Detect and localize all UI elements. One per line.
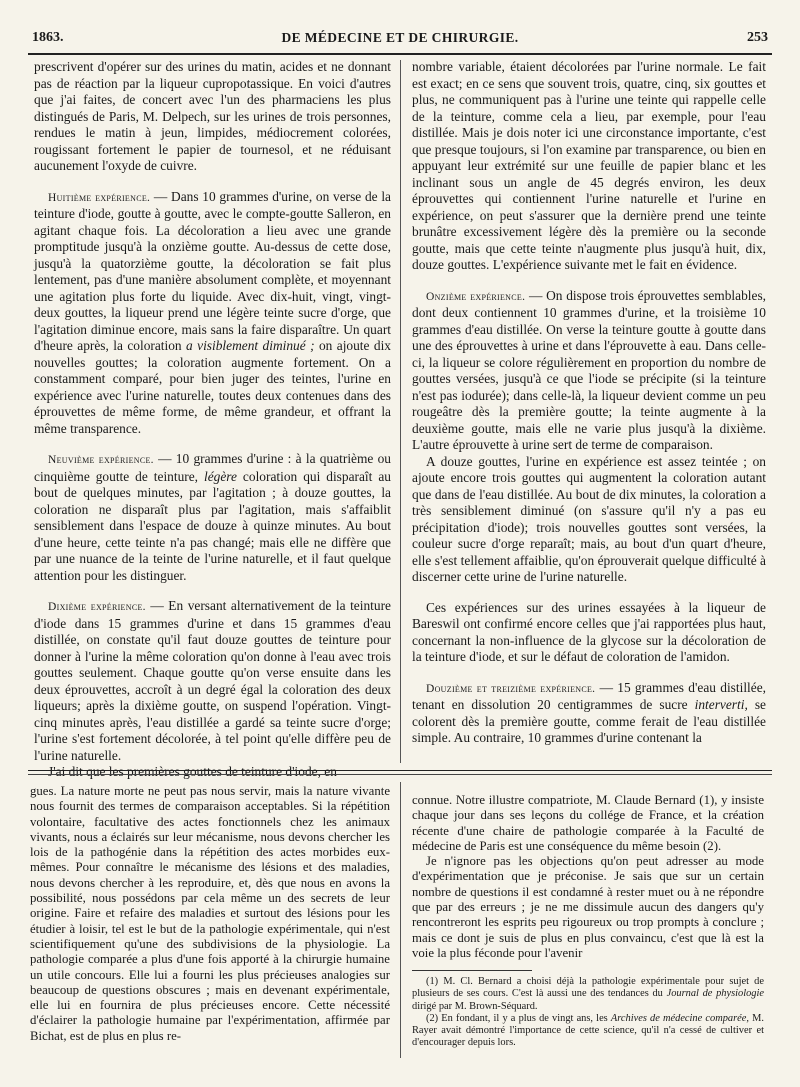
- running-header: [28, 28, 772, 50]
- column-divider: [400, 60, 401, 763]
- paragraph: gues. La nature morte ne peut pas nous servir, mais la nature vivante nous fournit des termes de comparaison acceptables. Si la répétition volontaire, facultative des actes fonctionnels chez les animaux vivants, nous a éclairés sur leur mécanisme, nous devons chercher les lois de la pathogénie dans la répétition des actes morbides eux-mêmes. Pour connaître le mécanisme des lésions et des maladies, nous devons chercher à les reproduire, et, dès que nous en avons la possibilité, nous possédons par cela même un des secrets de leur origine. Faire et refaire des maladies et surtout des lésions pour les étudier à loisir, tel est le but de la pathologie expérimentale, qui n'est scientifiquement qu'une des subdivisions de la physiologie. La pathologie comparée a plus d'une fois apporté à la chirurgie humaine un utile concours. Elle lui a fourni les plus précieuses analogies sur beaucoup de questions obscures ; mais en devenant expérimentale, elle lui en fournira de plus précieuses encore. Cette nécessité d'éclairer la pathologie humaine par l'expérimentation, affirmée par Bichat, est de plus en plus re-: [30, 784, 390, 1043]
- experiment-paragraph: Onzième expérience. — On dispose trois éprouvettes semblables, dont deux contiennent 10 grammes d'urine, et la troisième 10 grammes d'eau distillée. On verse la teinture goutte à goutte dans une des éprouvettes à urine et dans l'éprouvette à eau. Dans celle-ci, la liqueur se colore régulièrement en proportion du nombre de gouttes versées, jusqu'à ce que l'iode se précipite (si la teinture n'est pas iodurée); dans celle-là, la liqueur devient comme un peu rougeâtre dès la première goutte; la teinte augmente à la deuxième goutte, mais elle ne varie plus jusqu'à la dixième. L'autre éprouvette à urine sert de terme de comparaison.: [412, 287, 766, 452]
- header-page-number: 253: [747, 30, 768, 45]
- paragraph: J'ai dit que les premières gouttes de teinture d'iode, en: [48, 764, 337, 779]
- paragraph: A douze gouttes, l'urine en expérience est assez teintée ; on ajoute encore trois gouttes qui augmentent la coloration autant que dans de l'eau distillée. Au bout de dix minutes, la coloration a très sensiblement diminué (on s'assure qu'il n'y a pas eu précipitation d'iode); trois nouvelles gouttes sont versées, la couleur sucre d'orge reparaît; mais, au bout d'un quart d'heure, elle s'est tellement affaiblie, qu'on éprouverait quelque difficulté à discerner cette urine de l'urine naturelle.: [412, 453, 766, 584]
- lower-right-column: [412, 793, 764, 1049]
- header-journal-title: DE MÉDECINE ET DE CHIRURGIE.: [281, 30, 519, 45]
- experiment-paragraph: Dixième expérience. — En versant alternativement de la teinture d'iode dans 15 grammes d'urine et dans 15 grammes d'eau distillée, on constate qu'il faut douze gouttes de teinture pour donner à l'urine la même coloration qu'on donne à l'eau avec trois gouttes seulement. Chaque goutte qu'on verse ensuite dans les deux éprouvettes, accroît à un degré égal la coloration des deux liqueurs; après la dixième goutte, on suspend l'opération. Vingt-cinq minutes après, l'eau distillée a gardé sa teinte sucre d'orge; l'urine s'est fortement décolorée, à tel point qu'elle diffère peu de l'urine naturelle.: [34, 598, 391, 763]
- section-divider: [28, 770, 772, 771]
- experiment-paragraph: Douzième et treizième expérience. — 15 grammes d'eau distillée, tenant en dissolution 20 centigrammes de sucre interverti, se colorent dès la première goutte, comme ferait de l'eau distillée simple. Au contraire, 10 grammes d'urine contenant la: [412, 679, 766, 745]
- footnote-rule: [412, 970, 532, 971]
- footnote: (2) En fondant, il y a plus de vingt ans, les Archives de médecine comparée, M. Rayer avait démontré l'importance de cette science, qu'il n'a cessé de cultiver et d'encourager depuis lors.: [412, 1012, 764, 1049]
- upper-right-column: [412, 59, 766, 747]
- experiment-title: Huitième expérience.: [48, 191, 151, 204]
- column-divider-lower: [400, 782, 401, 1058]
- experiment-paragraph: Neuvième expérience. — 10 grammes d'urine : à la quatrième ou cinquième goutte de teinture, légère coloration qui disparaît au bout de quelques minutes, par l'agitation ; à douze gouttes, la coloration ne disparaît plus par l'agitation, mais s'affaiblit sensiblement dans l'espace de douze à quinze minutes. Au bout d'une heure, cette teinte n'a pas changé; mais elle ne diffère que par une nuance de la teinte de l'urine naturelle, et il faut quelque attention pour les distinguer.: [34, 451, 391, 583]
- header-year: 1863.: [32, 30, 64, 45]
- experiment-title: Neuvième expérience.: [48, 454, 154, 466]
- experiment-title: Douzième et treizième expérience.: [426, 682, 596, 695]
- section-divider-thin: [28, 774, 772, 775]
- paragraph: connue. Notre illustre compatriote, M. Claude Bernard (1), y insiste chaque jour dans ses leçons du collége de France, et la création récente d'une chaire de pathologie comparée à la Faculté de médecine de Paris est une conséquence du même besoin (2).: [412, 793, 764, 853]
- experiment-paragraph: Huitième expérience. — Dans 10 grammes d'urine, on verse de la teinture d'iode, goutte à goutte, avec le compte-goutte Salleron, en agitant chaque fois. La décoloration a lieu avec une grande promptitude jusqu'à la onzième goutte. Au-dessus de cette dose, jusqu'à la quatorzième goutte, la décoloration se fait plus lentement, pas d'une manière absolument complète, et moyennant une agitation plus forte du liquide. Avec dix-huit, vingt, vingt-deux gouttes, la liqueur prend une légère teinte sucre d'orge, que l'agitation diminue encore, mais sans la faire disparaître. Un quart d'heure après, la coloration a visiblement diminué ; on ajoute dix nouvelles gouttes; la coloration augmente fortement. On a constamment comparé, pour bien juger des teintes, l'urine en expérience avec l'urine naturelle, toutes deux contenues dans des éprouvettes de même forme, de même grandeur, et offrant la même transparence.: [34, 188, 391, 436]
- lower-left-column: [30, 784, 390, 1044]
- paragraph: Ces expériences sur des urines essayées à la liqueur de Bareswil ont confirmé encore celles que j'ai rapportées plus haut, concernant la non-influence de la glycose sur la décoloration de la teinture d'iode, et sur le défaut de coloration de l'amidon.: [412, 599, 766, 664]
- experiment-title: Onzième expérience.: [426, 290, 526, 303]
- paragraph: Je n'ignore pas les objections qu'on peut adresser au mode d'expérimentation que je préconise. Je sais que sur un certain nombre de questions il est condamné à rester muet ou à ne répondre que par des erreurs ; je ne me dissimule aucun des dangers qu'y rencontreront les esprits peu rigoureux ou trop prompts à conclure ; mais ce dont je suis de plus en plus convaincu, c'est que là est la voie la plus féconde pour l'avenir: [412, 854, 764, 960]
- upper-left-column: [34, 59, 391, 781]
- paragraph: prescrivent d'opérer sur des urines du matin, acides et ne donnant pas de réaction par la liqueur cupropotassique. En voici d'autres que j'ai faites, de concert avec l'un des pharmaciens les plus distingués de Paris, M. Delpech, sur les urines de trois personnes, rendues le matin à jeun, limpides, médiocrement colorées, rougissant fortement le papier de tournesol, et ne réduisant aucunement l'oxyde de cuivre.: [34, 59, 391, 173]
- header-rule: [28, 53, 772, 55]
- experiment-title: Dixième expérience.: [48, 601, 146, 613]
- footnote: (1) M. Cl. Bernard a choisi déjà la pathologie expérimentale pour sujet de plusieurs de ses cours. C'est là aussi une des tendances du Journal de physiologie dirigé par M. Brown-Séquard.: [412, 976, 764, 1012]
- paragraph: nombre variable, étaient décolorées par l'urine normale. Le fait est exact; en ce sens que souvent trois, quatre, cinq, six gouttes et plus, ne communiquent pas à l'urine une teinte qui rappelle celle de la teinture, comme cela a lieu, par exemple, pour l'eau distillée. Mais je dois noter ici une circonstance importante, c'est que presque toujours, si l'on examine par transparence, ou bien en appuyant leur extrémité sur une feuille de papier blanc et les inclinant sous un angle de 45 degrés environ, les deux éprouvettes qui contiennent l'urine naturelle et l'urine en expérience, on peut s'assurer que la dernière prend une teinte brunâtre excessivement légère dès la première ou la seconde goutte, mais que cette teinte n'augmente plus jusqu'à huit, dix, douze gouttes. L'expérience suivante met le fait en évidence.: [412, 59, 766, 272]
